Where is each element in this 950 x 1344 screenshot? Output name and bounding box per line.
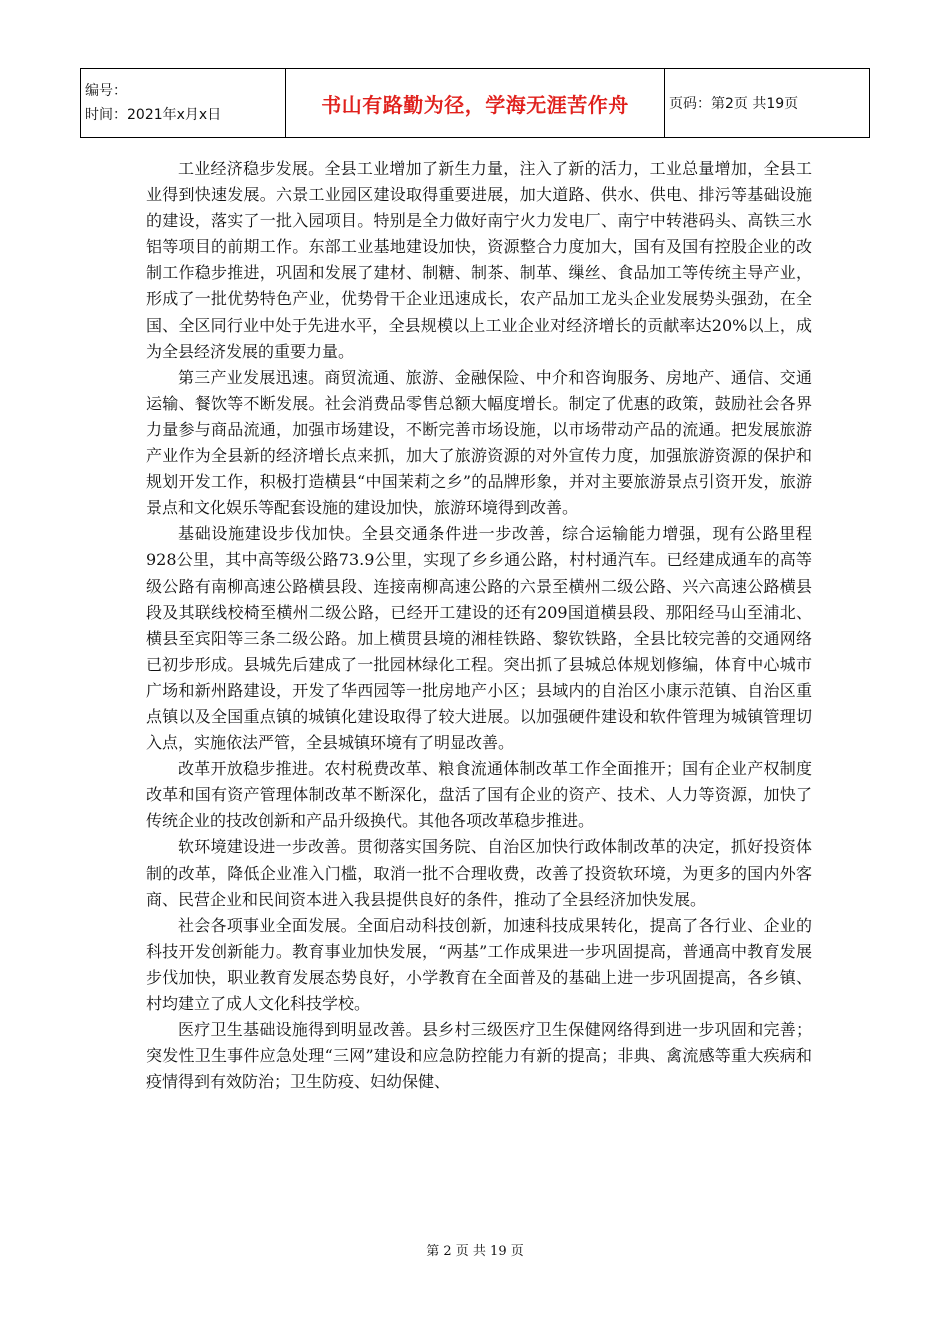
paragraph-tertiary: 第三产业发展迅速。商贸流通、旅游、金融保险、中介和咨询服务、房地产、通信、交通运输、餐饮等不断发展。社会消费品零售总额大幅度增长。制定了优惠的政策，鼓励社会各界力量参与商品流通，加强市场建设，不断完善市场设施，以市场带动产品的流通。把发展旅游产业作为全县新的经济增长点来抓，加大了旅游资源的对外宣传力度，加强旅游资源的保护和规划开发工作，积极打造横县“中国茉莉之乡”的品牌形象，并对主要旅游景点引资开发，旅游景点和文化娱乐等配套设施的建设加快，旅游环境得到改善。	[146, 367, 812, 518]
time-label: 时间：2021年x月x日	[85, 107, 222, 123]
header-page-info: 页码：第2页 共19页	[665, 69, 870, 138]
paragraph-health: 医疗卫生基础设施得到明显改善。县乡村三级医疗卫生保健网络得到进一步巩固和完善；突发性卫生事件应急处理“三网”建设和应急防控能力有新的提高；非典、禽流感等重大疾病和疫情得到有效防治；卫生防疫、妇幼保健、	[146, 1020, 812, 1092]
page-footer: 第 2 页 共 19 页	[426, 1244, 524, 1259]
document-header	[80, 68, 870, 138]
paragraph-soft-environment: 软环境建设进一步改善。贯彻落实国务院、自治区加快行政体制改革的决定，抓好投资体制的改革，降低企业准入门槛，取消一批不合理收费，改善了投资软环境，为更多的国内外客商、民营企业和民间资本进入我县提供良好的条件，推动了全县经济加快发展。	[146, 837, 812, 909]
header-motto: 书山有路勤为径，学海无涯苦作舟	[286, 69, 665, 138]
paragraph-reform: 改革开放稳步推进。农村税费改革、粮食流通体制改革工作全面推开；国有企业产权制度改革和国有资产管理体制改革不断深化，盘活了国有企业的资产、技术、人力等资源，加快了传统企业的技改创新和产品升级换代。其他各项改革稳步推进。	[146, 759, 812, 831]
number-label: 编号：	[85, 83, 127, 99]
document-body	[146, 156, 812, 1095]
paragraph-social: 社会各项事业全面发展。全面启动科技创新，加速科技成果转化，提高了各行业、企业的科技开发创新能力。教育事业加快发展，“两基”工作成果进一步巩固提高，普通高中教育发展步伐加快，职业教育发展态势良好，小学教育在全面普及的基础上进一步巩固提高，各乡镇、村均建立了成人文化科技学校。	[146, 915, 812, 1013]
header-meta-cell	[81, 69, 286, 138]
paragraph-infrastructure: 基础设施建设步伐加快。全县交通条件进一步改善，综合运输能力增强，现有公路里程928公里，其中高等级公路73.9公里，实现了乡乡通公路，村村通汽车。已经建成通车的高等级公路有南柳高速公路横县段、连接南柳高速公路的六景至横州二级公路、兴六高速公路横县段及其联线校椅至横州二级公路，已经开工建设的还有209国道横县段、那阳经马山至浦北、横县至宾阳等三条二级公路。加上横贯县境的湘桂铁路、黎钦铁路，全县比较完善的交通网络已初步形成。县城先后建成了一批园林绿化工程。突出抓了县城总体规划修编，体育中心城市广场和新州路建设，开发了华西园等一批房地产小区；县域内的自治区小康示范镇、自治区重点镇以及全国重点镇的城镇化建设取得了较大进展。以加强硬件建设和软件管理为城镇管理切入点，实施依法严管，全县城镇环境有了明显改善。	[146, 524, 812, 753]
paragraph-industry: 工业经济稳步发展。全县工业增加了新生力量，注入了新的活力，工业总量增加，全县工业得到快速发展。六景工业园区建设取得重要进展，加大道路、供水、供电、排污等基础设施的建设，落实了一批入园项目。特别是全力做好南宁火力发电厂、南宁中转港码头、高铁三水铝等项目的前期工作。东部工业基地建设加快，资源整合力度加大，国有及国有控股企业的改制工作稳步推进，巩固和发展了建材、制糖、制茶、制革、缫丝、食品加工等传统主导产业，形成了一批优势特色产业，优势骨干企业迅速成长，农产品加工龙头企业发展势头强劲，在全国、全区同行业中处于先进水平，全县规模以上工业企业对经济增长的贡献率达20%以上，成为全县经济发展的重要力量。	[146, 159, 812, 361]
